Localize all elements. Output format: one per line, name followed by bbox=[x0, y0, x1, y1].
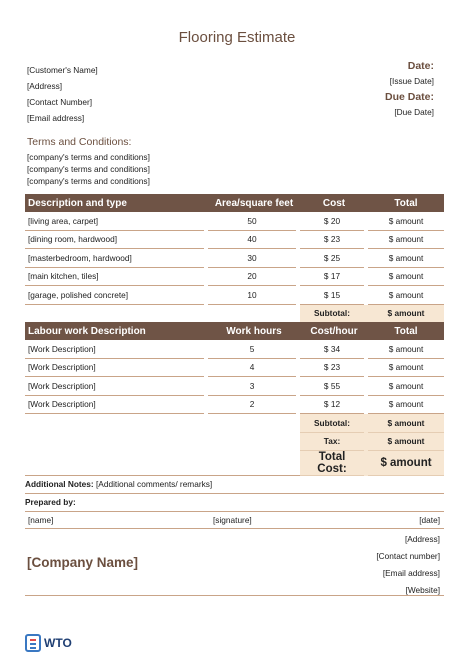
signature-line bbox=[25, 511, 444, 529]
header-area: Area/square feet bbox=[208, 194, 300, 212]
prepared-name: [name] bbox=[28, 515, 54, 525]
labour-subtotal-row bbox=[25, 414, 444, 433]
terms-line: [company's terms and conditions] bbox=[27, 176, 150, 186]
company-contact: [Contact number] bbox=[376, 551, 440, 561]
row-description: [living area, carpet] bbox=[25, 212, 204, 231]
total-cost-value: $ amount bbox=[368, 451, 444, 476]
subtotal-value: $ amount bbox=[368, 305, 444, 324]
company-name: [Company Name] bbox=[27, 555, 139, 570]
table-row bbox=[25, 212, 444, 231]
prepared-date: [date] bbox=[419, 515, 440, 525]
prepared-by-label: Prepared by: bbox=[25, 494, 444, 512]
row-cost: $ 55 bbox=[300, 377, 364, 396]
date-label: Date: bbox=[407, 60, 434, 72]
row-hours: 3 bbox=[208, 377, 296, 396]
row-area: 40 bbox=[208, 231, 296, 250]
company-email: [Email address] bbox=[382, 568, 440, 578]
table-row bbox=[25, 231, 444, 250]
row-cost: $ 15 bbox=[300, 286, 364, 305]
row-hours: 4 bbox=[208, 359, 296, 378]
row-description: [masterbedroom, hardwood] bbox=[25, 249, 204, 268]
header-cost: Cost bbox=[300, 194, 368, 212]
terms-heading: Terms and Conditions: bbox=[27, 136, 132, 148]
labour-table bbox=[25, 322, 444, 476]
row-description: [garage, polished concrete] bbox=[25, 286, 204, 305]
total-cost-label: Total Cost: bbox=[300, 451, 364, 476]
row-description: [Work Description] bbox=[25, 396, 204, 415]
row-cost: $ 25 bbox=[300, 249, 364, 268]
notes-text: [Additional comments/ remarks] bbox=[96, 479, 213, 489]
table-row bbox=[25, 396, 444, 415]
wto-logo bbox=[25, 632, 72, 654]
customer-contact: [Contact Number] bbox=[27, 97, 93, 107]
additional-notes bbox=[25, 476, 444, 512]
footer-divider bbox=[25, 595, 444, 596]
issue-date: [Issue Date] bbox=[389, 76, 434, 86]
row-area: 50 bbox=[208, 212, 296, 231]
logo-text: WTO bbox=[44, 636, 72, 650]
due-date: [Due Date] bbox=[394, 107, 434, 117]
header-description: Description and type bbox=[25, 194, 208, 212]
total-cost-row bbox=[25, 451, 444, 476]
row-area: 20 bbox=[208, 268, 296, 287]
row-total: $ amount bbox=[368, 268, 444, 287]
labour-header-row bbox=[25, 322, 444, 340]
row-total: $ amount bbox=[368, 340, 444, 359]
row-total: $ amount bbox=[368, 396, 444, 415]
row-hours: 2 bbox=[208, 396, 296, 415]
terms-line: [company's terms and conditions] bbox=[27, 164, 150, 174]
document-title: Flooring Estimate bbox=[178, 29, 296, 46]
company-website: [Website] bbox=[405, 585, 440, 595]
notes-label: Additional Notes: bbox=[25, 479, 94, 489]
row-total: $ amount bbox=[368, 249, 444, 268]
row-area: 30 bbox=[208, 249, 296, 268]
header-work-hours: Work hours bbox=[208, 322, 300, 340]
subtotal-label: Subtotal: bbox=[300, 305, 364, 324]
row-cost: $ 12 bbox=[300, 396, 364, 415]
row-cost: $ 34 bbox=[300, 340, 364, 359]
table-row bbox=[25, 340, 444, 359]
row-description: [main kitchen, tiles] bbox=[25, 268, 204, 287]
customer-email: [Email address] bbox=[27, 113, 85, 123]
materials-table bbox=[25, 194, 444, 323]
document-icon bbox=[25, 634, 41, 652]
row-total: $ amount bbox=[368, 359, 444, 378]
row-description: [Work Description] bbox=[25, 377, 204, 396]
materials-header-row bbox=[25, 194, 444, 212]
row-total: $ amount bbox=[368, 212, 444, 231]
row-cost: $ 23 bbox=[300, 359, 364, 378]
row-description: [Work Description] bbox=[25, 359, 204, 378]
company-info bbox=[376, 531, 440, 599]
signature-field: [signature] bbox=[213, 515, 252, 525]
header-total: Total bbox=[368, 194, 444, 212]
customer-address: [Address] bbox=[27, 81, 63, 91]
date-info bbox=[385, 59, 434, 120]
customer-name: [Customer's Name] bbox=[27, 65, 98, 75]
labour-subtotal-label: Subtotal: bbox=[300, 414, 364, 433]
table-row bbox=[25, 268, 444, 287]
row-description: [Work Description] bbox=[25, 340, 204, 359]
due-date-label: Due Date: bbox=[384, 91, 434, 103]
tax-value: $ amount bbox=[368, 433, 444, 452]
row-hours: 5 bbox=[208, 340, 296, 359]
customer-info bbox=[27, 62, 98, 126]
row-cost: $ 20 bbox=[300, 212, 364, 231]
terms-line: [company's terms and conditions] bbox=[27, 152, 150, 162]
header-total: Total bbox=[368, 322, 444, 340]
table-row bbox=[25, 359, 444, 378]
materials-subtotal-row bbox=[25, 305, 444, 324]
header-cost-hour: Cost/hour bbox=[300, 322, 368, 340]
labour-subtotal-value: $ amount bbox=[368, 414, 444, 433]
row-total: $ amount bbox=[368, 231, 444, 250]
row-cost: $ 23 bbox=[300, 231, 364, 250]
row-description: [dining room, hardwood] bbox=[25, 231, 204, 250]
header-labour-description: Labour work Description bbox=[25, 322, 208, 340]
tax-row bbox=[25, 433, 444, 452]
company-address: [Address] bbox=[404, 534, 440, 544]
row-total: $ amount bbox=[368, 377, 444, 396]
table-row bbox=[25, 249, 444, 268]
row-area: 10 bbox=[208, 286, 296, 305]
row-cost: $ 17 bbox=[300, 268, 364, 287]
row-total: $ amount bbox=[368, 286, 444, 305]
terms-list bbox=[27, 151, 150, 187]
tax-label: Tax: bbox=[300, 433, 364, 452]
table-row bbox=[25, 286, 444, 305]
table-row bbox=[25, 377, 444, 396]
